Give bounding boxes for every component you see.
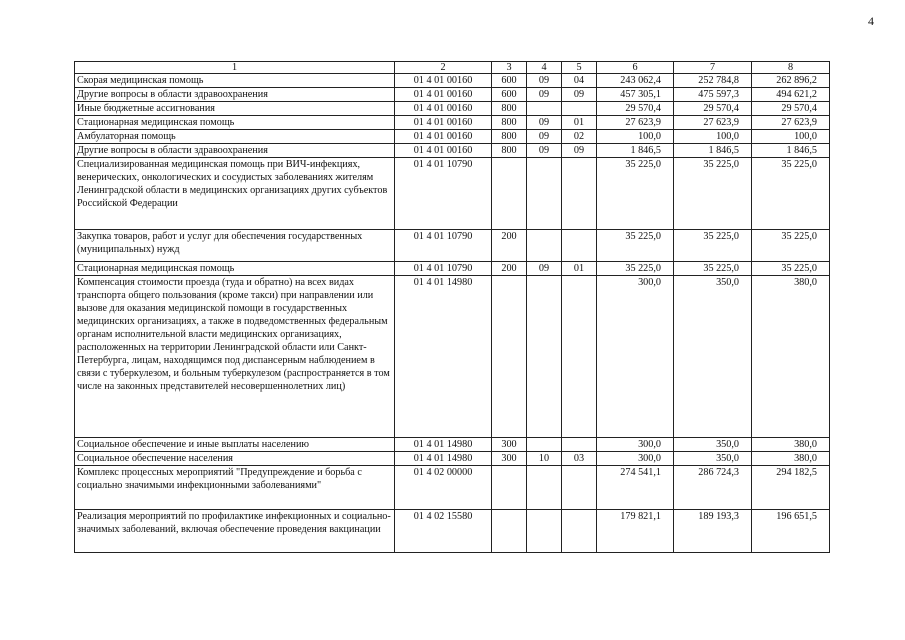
target-code-cell: 01 4 02 15580 <box>395 510 492 553</box>
amount-year1-cell: 100,0 <box>597 130 674 144</box>
header-cell: 5 <box>562 62 597 74</box>
target-code-cell: 01 4 01 00160 <box>395 74 492 88</box>
amount-year2-cell: 286 724,3 <box>674 466 752 510</box>
header-cell: 6 <box>597 62 674 74</box>
expense-type-cell: 600 <box>492 88 527 102</box>
header-row <box>75 62 830 74</box>
subsection-cell <box>562 230 597 262</box>
table-row <box>75 452 830 466</box>
row-name-cell: Специализированная медицинская помощь при ВИЧ-инфекциях, венерических, онкологических и сосудистых заболеваниях жителям Ленинградской области в медицинских организациях других субъектов Российской Федерации <box>75 158 395 230</box>
target-code-cell: 01 4 02 00000 <box>395 466 492 510</box>
row-name-cell: Скорая медицинская помощь <box>75 74 395 88</box>
table-row <box>75 230 830 262</box>
target-code-cell: 01 4 01 00160 <box>395 144 492 158</box>
expense-type-cell: 800 <box>492 144 527 158</box>
expense-type-cell: 300 <box>492 438 527 452</box>
amount-year3-cell: 380,0 <box>752 276 830 438</box>
expense-type-cell: 800 <box>492 116 527 130</box>
subsection-cell: 01 <box>562 262 597 276</box>
target-code-cell: 01 4 01 14980 <box>395 452 492 466</box>
amount-year3-cell: 35 225,0 <box>752 158 830 230</box>
amount-year1-cell: 35 225,0 <box>597 230 674 262</box>
expense-type-cell: 300 <box>492 452 527 466</box>
section-cell: 09 <box>527 262 562 276</box>
amount-year2-cell: 35 225,0 <box>674 262 752 276</box>
subsection-cell <box>562 276 597 438</box>
section-cell <box>527 230 562 262</box>
header-cell: 3 <box>492 62 527 74</box>
amount-year2-cell: 35 225,0 <box>674 158 752 230</box>
amount-year1-cell: 300,0 <box>597 452 674 466</box>
row-name-cell: Социальное обеспечение и иные выплаты населению <box>75 438 395 452</box>
target-code-cell: 01 4 01 00160 <box>395 130 492 144</box>
section-cell <box>527 276 562 438</box>
row-name-cell: Другие вопросы в области здравоохранения <box>75 144 395 158</box>
section-cell: 09 <box>527 116 562 130</box>
subsection-cell <box>562 158 597 230</box>
amount-year1-cell: 27 623,9 <box>597 116 674 130</box>
table-row <box>75 158 830 230</box>
section-cell: 09 <box>527 144 562 158</box>
amount-year1-cell: 457 305,1 <box>597 88 674 102</box>
row-name-cell: Иные бюджетные ассигнования <box>75 102 395 116</box>
amount-year3-cell: 100,0 <box>752 130 830 144</box>
section-cell: 09 <box>527 74 562 88</box>
amount-year3-cell: 494 621,2 <box>752 88 830 102</box>
table-row <box>75 466 830 510</box>
amount-year3-cell: 262 896,2 <box>752 74 830 88</box>
amount-year3-cell: 29 570,4 <box>752 102 830 116</box>
table-row <box>75 144 830 158</box>
row-name-cell: Другие вопросы в области здравоохранения <box>75 88 395 102</box>
expense-type-cell <box>492 510 527 553</box>
amount-year1-cell: 35 225,0 <box>597 262 674 276</box>
subsection-cell: 02 <box>562 130 597 144</box>
amount-year2-cell: 252 784,8 <box>674 74 752 88</box>
row-name-cell: Стационарная медицинская помощь <box>75 262 395 276</box>
amount-year3-cell: 27 623,9 <box>752 116 830 130</box>
subsection-cell <box>562 102 597 116</box>
subsection-cell: 03 <box>562 452 597 466</box>
target-code-cell: 01 4 01 10790 <box>395 230 492 262</box>
section-cell <box>527 438 562 452</box>
amount-year2-cell: 189 193,3 <box>674 510 752 553</box>
amount-year3-cell: 35 225,0 <box>752 230 830 262</box>
budget-table <box>74 61 830 553</box>
row-name-cell: Стационарная медицинская помощь <box>75 116 395 130</box>
table-row <box>75 102 830 116</box>
amount-year1-cell: 300,0 <box>597 276 674 438</box>
expense-type-cell <box>492 276 527 438</box>
amount-year2-cell: 350,0 <box>674 276 752 438</box>
section-cell: 09 <box>527 130 562 144</box>
amount-year1-cell: 300,0 <box>597 438 674 452</box>
section-cell: 09 <box>527 88 562 102</box>
amount-year2-cell: 475 597,3 <box>674 88 752 102</box>
header-cell: 2 <box>395 62 492 74</box>
section-cell <box>527 510 562 553</box>
amount-year3-cell: 380,0 <box>752 452 830 466</box>
section-cell <box>527 466 562 510</box>
amount-year3-cell: 35 225,0 <box>752 262 830 276</box>
subsection-cell <box>562 466 597 510</box>
row-name-cell: Закупка товаров, работ и услуг для обеспечения государственных (муниципальных) нужд <box>75 230 395 262</box>
amount-year1-cell: 179 821,1 <box>597 510 674 553</box>
target-code-cell: 01 4 01 00160 <box>395 116 492 130</box>
amount-year3-cell: 196 651,5 <box>752 510 830 553</box>
subsection-cell: 09 <box>562 88 597 102</box>
row-name-cell: Комплекс процессных мероприятий "Предупреждение и борьба с социально значимыми инфекционными заболеваниями" <box>75 466 395 510</box>
amount-year2-cell: 350,0 <box>674 452 752 466</box>
amount-year1-cell: 243 062,4 <box>597 74 674 88</box>
table-row <box>75 116 830 130</box>
amount-year3-cell: 380,0 <box>752 438 830 452</box>
amount-year2-cell: 350,0 <box>674 438 752 452</box>
target-code-cell: 01 4 01 00160 <box>395 88 492 102</box>
amount-year1-cell: 1 846,5 <box>597 144 674 158</box>
expense-type-cell: 200 <box>492 230 527 262</box>
table-row <box>75 88 830 102</box>
subsection-cell: 01 <box>562 116 597 130</box>
expense-type-cell: 800 <box>492 102 527 116</box>
target-code-cell: 01 4 01 00160 <box>395 102 492 116</box>
row-name-cell: Социальное обеспечение населения <box>75 452 395 466</box>
amount-year2-cell: 29 570,4 <box>674 102 752 116</box>
amount-year2-cell: 1 846,5 <box>674 144 752 158</box>
header-cell: 1 <box>75 62 395 74</box>
amount-year1-cell: 35 225,0 <box>597 158 674 230</box>
section-cell: 10 <box>527 452 562 466</box>
amount-year1-cell: 274 541,1 <box>597 466 674 510</box>
row-name-cell: Компенсация стоимости проезда (туда и обратно) на всех видах транспорта общего пользования (кроме такси) при направлении или вызове для оказания медицинской помощи в государственных медицинских организациях, а также в подведомственных федеральным органам исполнительной власти медицинских организациях, расположенных на территории Ленинградской области или Санкт-Петербурга, лицам, находящимся под диспансерным наблюдением в связи с туберкулезом, и больным туберкулезом (распространяется в том числе на законных представителей несовершеннолетних лиц) <box>75 276 395 438</box>
expense-type-cell <box>492 466 527 510</box>
section-cell <box>527 102 562 116</box>
amount-year2-cell: 27 623,9 <box>674 116 752 130</box>
amount-year3-cell: 294 182,5 <box>752 466 830 510</box>
page-number: 4 <box>868 14 874 28</box>
target-code-cell: 01 4 01 14980 <box>395 438 492 452</box>
table-row <box>75 130 830 144</box>
expense-type-cell: 200 <box>492 262 527 276</box>
amount-year2-cell: 35 225,0 <box>674 230 752 262</box>
table-row <box>75 262 830 276</box>
table-row <box>75 438 830 452</box>
target-code-cell: 01 4 01 10790 <box>395 158 492 230</box>
expense-type-cell: 800 <box>492 130 527 144</box>
subsection-cell: 09 <box>562 144 597 158</box>
expense-type-cell <box>492 158 527 230</box>
target-code-cell: 01 4 01 14980 <box>395 276 492 438</box>
target-code-cell: 01 4 01 10790 <box>395 262 492 276</box>
header-cell: 8 <box>752 62 830 74</box>
table-row <box>75 510 830 553</box>
amount-year1-cell: 29 570,4 <box>597 102 674 116</box>
amount-year2-cell: 100,0 <box>674 130 752 144</box>
row-name-cell: Реализация мероприятий по профилактике инфекционных и социально-значимых заболеваний, включая обеспечение проведения вакцинации <box>75 510 395 553</box>
subsection-cell: 04 <box>562 74 597 88</box>
subsection-cell <box>562 438 597 452</box>
expense-type-cell: 600 <box>492 74 527 88</box>
header-cell: 7 <box>674 62 752 74</box>
header-cell: 4 <box>527 62 562 74</box>
row-name-cell: Амбулаторная помощь <box>75 130 395 144</box>
subsection-cell <box>562 510 597 553</box>
amount-year3-cell: 1 846,5 <box>752 144 830 158</box>
table-row <box>75 276 830 438</box>
table-row <box>75 74 830 88</box>
section-cell <box>527 158 562 230</box>
